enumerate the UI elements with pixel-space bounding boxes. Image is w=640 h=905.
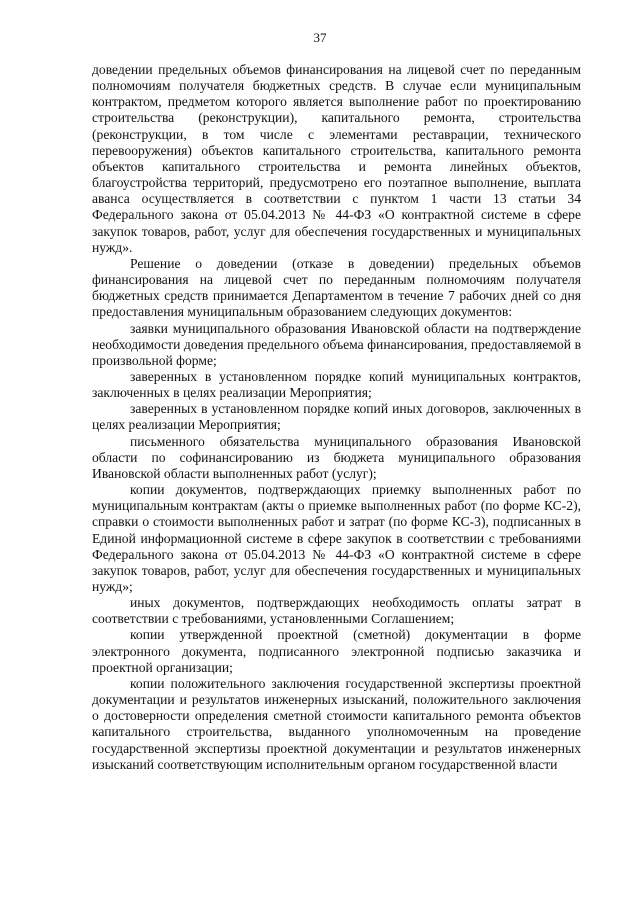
page-number: 37: [313, 30, 327, 45]
list-item-expertise-conclusion: копии положительного заключения государственной экспертизы проектной документации и результатов инженерных изысканий, положительного заключения о достоверности определения сметной стоимости капитального ремонта объектов капитального строительства, выданного уполномоченным на проведение государственной экспертизы проектной документации и результатов инженерных изысканий соответствующим исполнительным органом государственной власти: [92, 675, 581, 772]
list-item-acceptance-documents: копии документов, подтверждающих приемку выполненных работ по муниципальным контрактам (акты о приемке выполненных работ (по форме КС-2), справки о стоимости выполненных работ и затрат (по форме КС-3), подписанных в Единой информационной системе в сфере закупок в соответствии с требованиями Федерального закона от 05.04.2013 № 44-ФЗ «О контрактной системе в сфере закупок товаров, работ, услуг для обеспечения государственных и муниципальных нужд»;: [92, 482, 581, 594]
list-item-application: заявки муниципального образования Ивановской области на подтверждение необходимости доведения предельного объема финансирования, предоставляемой в произвольной форме;: [92, 320, 581, 368]
paragraph-funding-advance: доведении предельных объемов финансирования на лицевой счет по переданным полномочиям получателя бюджетных средств. В случае если муниципальным контрактом, предметом которого является выполнение работ по проектированию строительства (реконструкции), капитального ремонта, строительства (реконструкции, в том числе с элементами реставрации, технического перевооружения) объектов капитального строительства, капитального ремонта объектов капитального строительства и ремонта линейных объектов, благоустройства территорий, предусмотрено его поэтапное выполнение, выплата аванса осуществляется в соответствии с пунктом 1 части 13 статьи 34 Федерального закона от 05.04.2013 № 44-ФЗ «О контрактной системе в сфере закупок товаров, работ, услуг для обеспечения государственных и муниципальных нужд».: [92, 62, 581, 255]
list-item-other-documents: иных документов, подтверждающих необходимость оплаты затрат в соответствии с требованиями, установленными Соглашением;: [92, 595, 581, 627]
document-body: [92, 62, 581, 773]
paragraph-decision: Решение о доведении (отказе в доведении) предельных объемов финансирования на лицевой счет по переданным полномочиям получателя бюджетных средств принимается Департаментом в течение 7 рабочих дней со дня предоставления муниципальным образованием следующих документов:: [92, 255, 581, 320]
list-item-municipal-contracts: заверенных в установленном порядке копий муниципальных контрактов, заключенных в целях реализации Мероприятия;: [92, 368, 581, 401]
list-item-cofinancing-obligation: письменного обязательства муниципального образования Ивановской области по софинансированию из бюджета муниципального образования Ивановской области выполненных работ (услуг);: [92, 433, 581, 481]
list-item-project-documentation: копии утвержденной проектной (сметной) документации в форме электронного документа, подписанного электронной подписью заказчика и проектной организации;: [92, 627, 581, 675]
list-item-other-contracts: заверенных в установленном порядке копий иных договоров, заключенных в целях реализации Мероприятия;: [92, 401, 581, 433]
